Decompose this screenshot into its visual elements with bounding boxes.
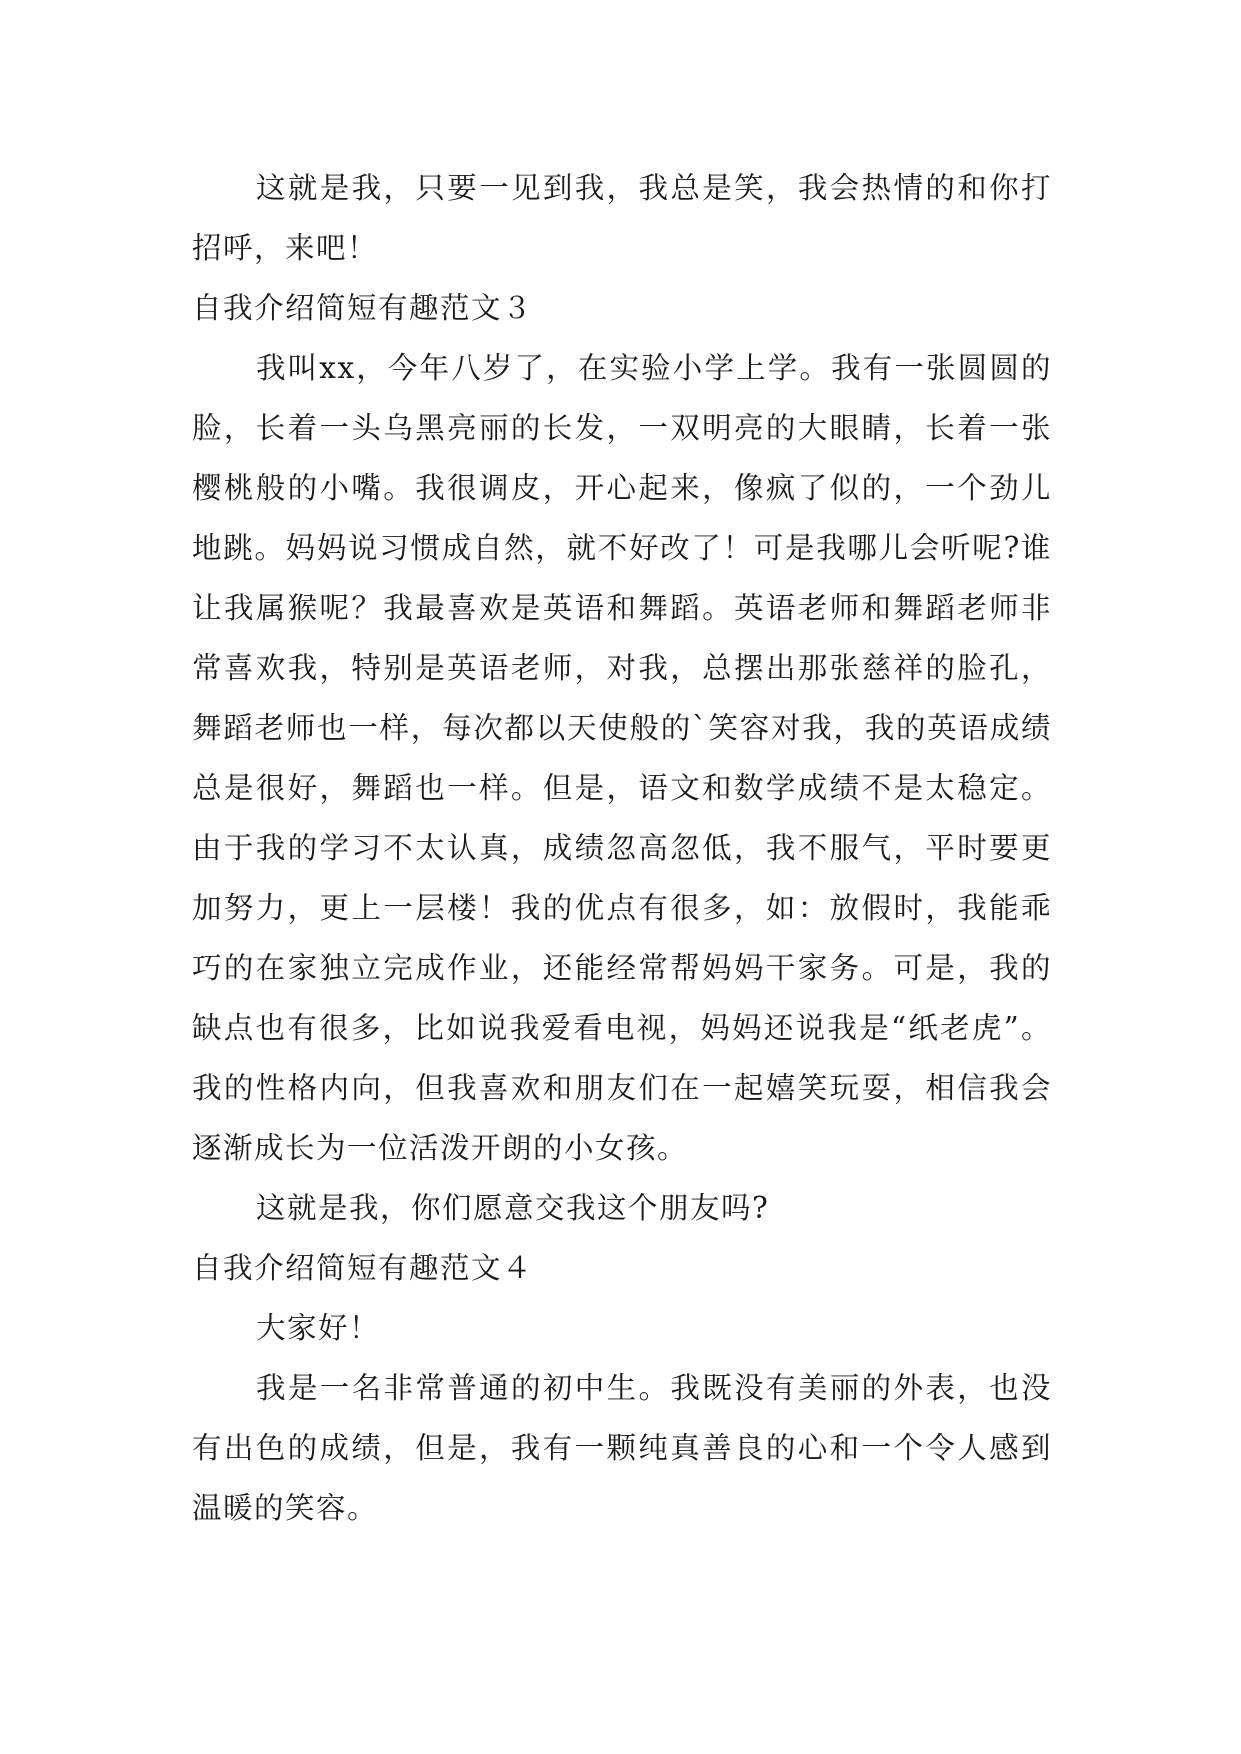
paragraph-greeting-closing: 这就是我，只要一见到我，我总是笑，我会热情的和你打招呼，来吧！	[192, 171, 1052, 265]
paragraph-hello: 大家好！	[256, 1311, 381, 1345]
paragraph-friend-question: 这就是我，你们愿意交我这个朋友吗?	[256, 1191, 770, 1225]
paragraph-self-introduction: 我叫xx，今年八岁了，在实验小学上学。我有一张圆圆的脸，长着一头乌黑亮丽的长发，一双明亮的大眼睛，长着一张樱桃般的小嘴。我很调皮，开心起来，像疯了似的，一个劲儿地跳。妈妈说习惯成自然，就不好改了！可是我哪儿会听呢?谁让我属猴呢？我最喜欢是英语和舞蹈。英语老师和舞蹈老师非常喜欢我，特别是英语老师，对我，总摆出那张慈祥的脸孔，舞蹈老师也一样，每次都以天使般的`笑容对我，我的英语成绩总是很好，舞蹈也一样。但是，语文和数学成绩不是太稳定。由于我的学习不太认真，成绩忽高忽低，我不服气，平时要更加努力，更上一层楼！我的优点有很多，如：放假时，我能乖巧的在家独立完成作业，还能经常帮妈妈干家务。可是，我的缺点也有很多，比如说我爱看电视，妈妈还说我是“纸老虎”。我的性格内向，但我喜欢和朋友们在一起嬉笑玩耍，相信我会逐渐成长为一位活泼开朗的小女孩。	[192, 351, 1052, 1165]
document-page	[192, 158, 1052, 1538]
section-heading-3: 自我介绍简短有趣范文３	[192, 291, 534, 325]
section-heading-4: 自我介绍简短有趣范文４	[192, 1251, 534, 1285]
paragraph-junior-student: 我是一名非常普通的初中生。我既没有美丽的外表，也没有出色的成绩，但是，我有一颗纯真善良的心和一个令人感到温暖的笑容。	[192, 1371, 1052, 1525]
